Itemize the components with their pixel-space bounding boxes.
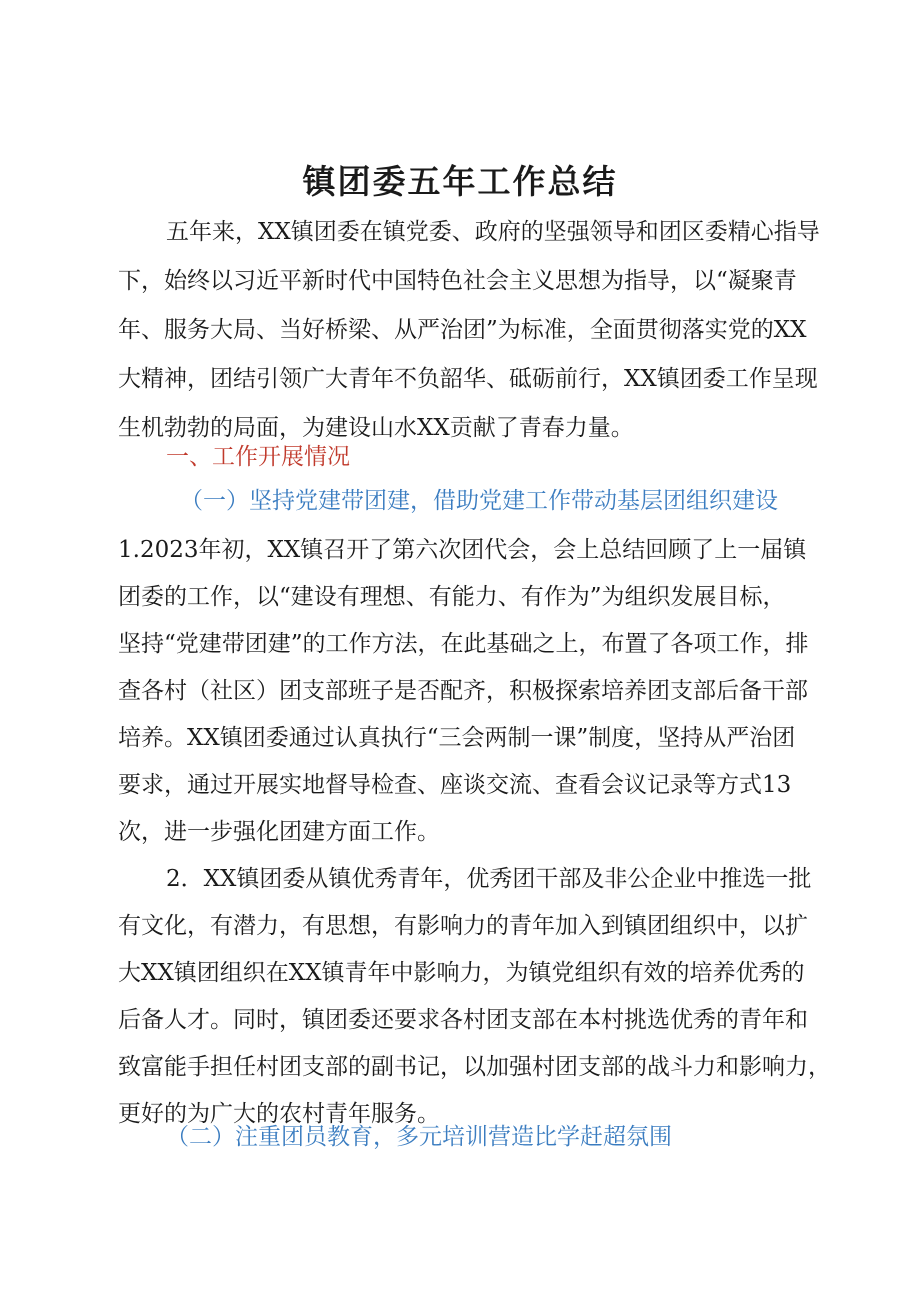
paragraph-line: 致富能手担任村团支部的副书记，以加强村团支部的战斗力和影响力， (118, 1054, 831, 1080)
paragraph-line: 查各村（社区）团支部班子是否配齐，积极探索培养团支部后备干部 (118, 678, 808, 704)
paragraph-line: 1.2023年初，XX镇召开了第六次团代会，会上总结回顾了上一届镇 (118, 537, 807, 563)
paragraph-line: 团委的工作，以“建设有理想、有能力、有作为”为组织发展目标， (118, 584, 786, 610)
paragraph-line: 培养。XX镇团委通过认真执行“三会两制一课”制度，坚持从严治团 (118, 725, 796, 751)
paragraph-line: 2．XX镇团委从镇优秀青年，优秀团干部及非公企业中推选一批 (166, 866, 812, 892)
paragraph-line: 五年来，XX镇团委在镇党委、政府的坚强领导和团区委精心指导 (166, 219, 820, 245)
paragraph-line: 大精神，团结引领广大青年不负韶华、砥砺前行，XX镇团委工作呈现 (118, 366, 818, 392)
paragraph-line: 年、服务大局、当好桥梁、从严治团”为标准，全面贯彻落实党的XX (118, 317, 807, 343)
paragraph-line: 更好的为广大的农村青年服务。 (118, 1101, 440, 1127)
paragraph-line: 要求，通过开展实地督导检查、座谈交流、查看会议记录等方式13 (118, 772, 792, 798)
subsection-heading: （一）坚持党建带团建，借助党建工作带动基层团组织建设 (180, 488, 778, 514)
section-heading: 一、工作开展情况 (166, 444, 350, 470)
paragraph-line: 坚持“党建带团建”的工作方法，在此基础之上，布置了各项工作，排 (118, 631, 809, 657)
paragraph-line: 后备人才。同时，镇团委还要求各村团支部在本村挑选优秀的青年和 (118, 1007, 808, 1033)
paragraph-line: 有文化，有潜力，有思想，有影响力的青年加入到镇团组织中，以扩 (118, 913, 808, 939)
paragraph-line: 次，进一步强化团建方面工作。 (118, 819, 440, 845)
paragraph-line: 大XX镇团组织在XX镇青年中影响力，为镇党组织有效的培养优秀的 (118, 960, 805, 986)
document-title: 镇团委五年工作总结 (302, 162, 618, 201)
subsection-heading: （二）注重团员教育，多元培训营造比学赶超氛围 (166, 1124, 672, 1150)
paragraph-line: 生机勃勃的局面，为建设山水XX贡献了青春力量。 (118, 415, 634, 441)
paragraph-line: 下，始终以习近平新时代中国特色社会主义思想为指导，以“凝聚青 (118, 268, 797, 294)
